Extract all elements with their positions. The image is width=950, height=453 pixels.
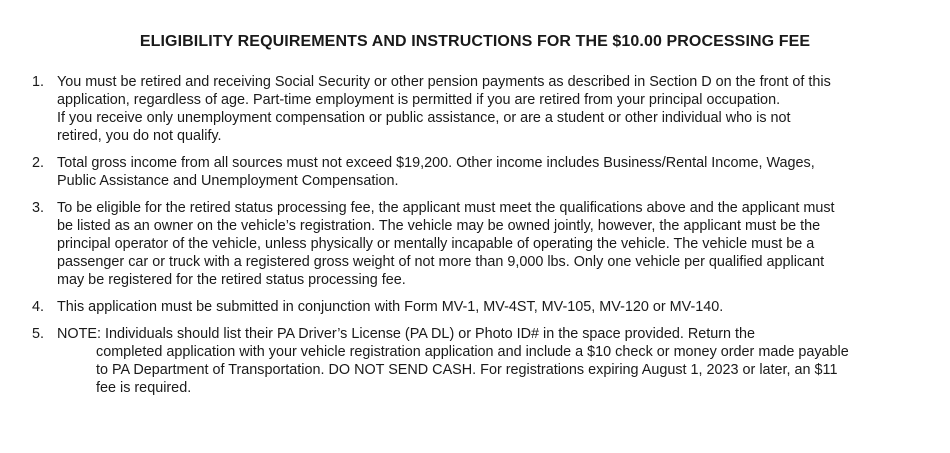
requirement-item-1 bbox=[32, 73, 917, 145]
item-text bbox=[57, 298, 917, 316]
text-line: application, regardless of age. Part-time employment is permitted if you are retired from your principal occupation. bbox=[57, 92, 781, 108]
requirements-list bbox=[32, 73, 917, 406]
text-line: may be registered for the retired status processing fee. bbox=[57, 272, 406, 288]
text-line: completed application with your vehicle registration application and include a $10 check or money order made payable bbox=[96, 344, 849, 360]
text-line: To be eligible for the retired status processing fee, the applicant must meet the qualifications above and the applicant must bbox=[57, 200, 835, 216]
text-line: fee is required. bbox=[96, 380, 192, 396]
text-line: NOTE: Individuals should list their PA Driver’s License (PA DL) or Photo ID# in the space provided. Return the bbox=[57, 326, 756, 342]
text-line: retired, you do not qualify. bbox=[57, 128, 222, 144]
text-line: You must be retired and receiving Social Security or other pension payments as described in Section D on the front of this bbox=[57, 74, 831, 90]
document-title: ELIGIBILITY REQUIREMENTS AND INSTRUCTIONS FOR THE $10.00 PROCESSING FEE bbox=[139, 33, 811, 50]
item-number: 4. bbox=[32, 299, 45, 315]
item-text bbox=[57, 199, 917, 289]
item-number: 3. bbox=[32, 200, 45, 216]
requirement-item-2 bbox=[32, 154, 917, 190]
item-number: 1. bbox=[32, 74, 45, 90]
text-line: Public Assistance and Unemployment Compensation. bbox=[57, 173, 399, 189]
text-line: Total gross income from all sources must not exceed $19,200. Other income includes Business/Rental Income, Wages, bbox=[57, 155, 815, 171]
item-text bbox=[57, 325, 917, 397]
text-line: If you receive only unemployment compensation or public assistance, or are a student or other individual who is not bbox=[57, 110, 791, 126]
text-line: be listed as an owner on the vehicle’s registration. The vehicle may be owned jointly, however, the applicant must be the bbox=[57, 218, 821, 234]
text-line: principal operator of the vehicle, unless physically or mentally incapable of operating the vehicle. The vehicle must be a bbox=[57, 236, 815, 252]
requirement-item-3 bbox=[32, 199, 917, 289]
text-line: passenger car or truck with a registered gross weight of not more than 9,000 lbs. Only one vehicle per qualified applicant bbox=[57, 254, 825, 270]
item-text bbox=[57, 73, 917, 145]
text-line: This application must be submitted in conjunction with Form MV-1, MV-4ST, MV-105, MV-120 or MV-140. bbox=[57, 299, 724, 315]
item-number: 2. bbox=[32, 155, 45, 171]
item-text bbox=[57, 154, 917, 190]
text-line: to PA Department of Transportation. DO NOT SEND CASH. For registrations expiring August 1, 2023 or later, an $11 bbox=[96, 362, 838, 378]
requirement-item-5 bbox=[32, 325, 917, 397]
requirement-item-4 bbox=[32, 298, 917, 316]
item-number: 5. bbox=[32, 326, 45, 342]
